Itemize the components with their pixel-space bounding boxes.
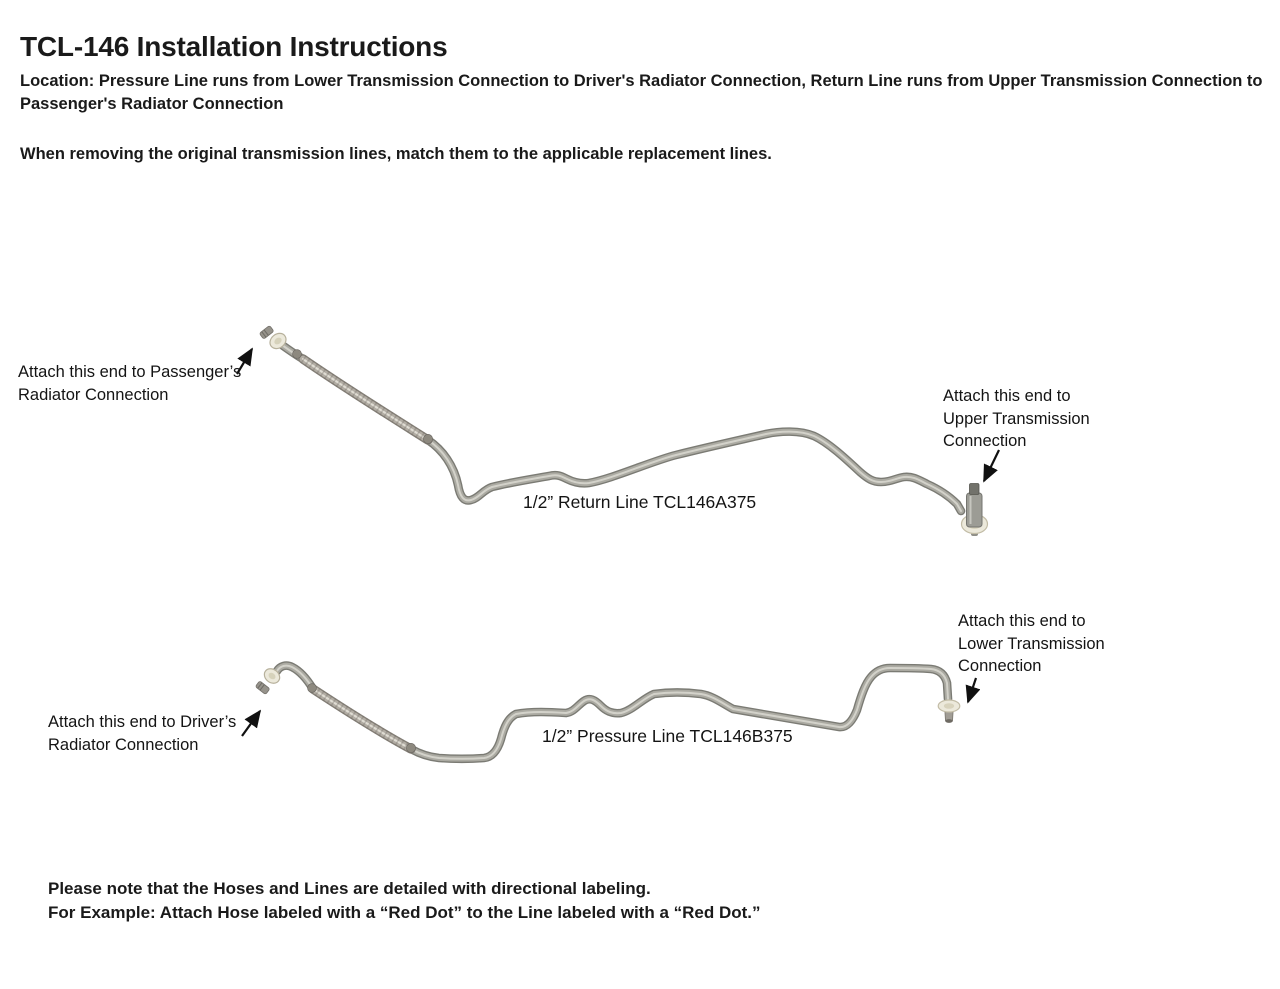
return-left-annotation	[18, 361, 241, 406]
return-ferrule-upper	[293, 350, 302, 359]
directional-labeling-note	[48, 877, 1148, 924]
annotation-line: Attach this end to Driver’s	[48, 713, 237, 731]
return-braided-hose	[303, 359, 428, 440]
return-tube-body	[282, 345, 961, 511]
annotation-line: Radiator Connection	[48, 735, 199, 754]
return-line-caption: 1/2” Return Line TCL146A375	[523, 492, 757, 512]
arrow-to-lower-transmission-end-icon	[968, 678, 976, 702]
pressure-right-fitting	[938, 700, 960, 723]
return-tube-outline	[282, 345, 961, 511]
note-line: For Example: Attach Hose labeled with a “Red Dot” to the Line labeled with a “Red Dot.”	[48, 902, 761, 922]
pressure-ferrule-upper	[308, 684, 317, 693]
arrow-to-upper-transmission-end-icon	[984, 450, 999, 481]
return-tube-highlight	[282, 345, 961, 511]
page-title: TCL-146 Installation Instructions	[20, 31, 448, 62]
annotation-line: Attach this end to	[943, 387, 1071, 405]
annotation-line: Connection	[958, 657, 1042, 675]
pressure-line-caption: 1/2” Pressure Line TCL146B375	[542, 726, 793, 746]
pressure-right-annotation	[958, 610, 1105, 678]
removal-note: When removing the original transmission lines, match them to the applicable replacement lines.	[20, 145, 772, 163]
return-ferrule-lower	[423, 434, 432, 443]
return-right-annotation	[943, 385, 1090, 453]
pressure-left-annotation	[48, 711, 236, 756]
arrow-to-driver-radiator-end-icon	[242, 711, 260, 736]
annotation-line: Lower Transmission	[958, 634, 1105, 653]
location-description: Location: Pressure Line runs from Lower Transmission Connection to Driver's Radiator Connection, Return Line runs from Upper Transmission Connection to Passenger's Radiator Connection	[20, 72, 1263, 113]
annotation-line: Attach this end to	[958, 612, 1086, 630]
note-line: Please note that the Hoses and Lines are detailed with directional labeling.	[48, 879, 651, 898]
annotation-line: Attach this end to Passenger’s	[18, 363, 242, 381]
return-right-fitting	[962, 484, 988, 537]
pressure-braided-hose	[313, 689, 411, 749]
pressure-ferrule-lower	[406, 743, 415, 752]
annotation-line: Connection	[943, 432, 1027, 450]
annotation-line: Radiator Connection	[18, 385, 169, 404]
annotation-line: Upper Transmission	[943, 409, 1090, 428]
